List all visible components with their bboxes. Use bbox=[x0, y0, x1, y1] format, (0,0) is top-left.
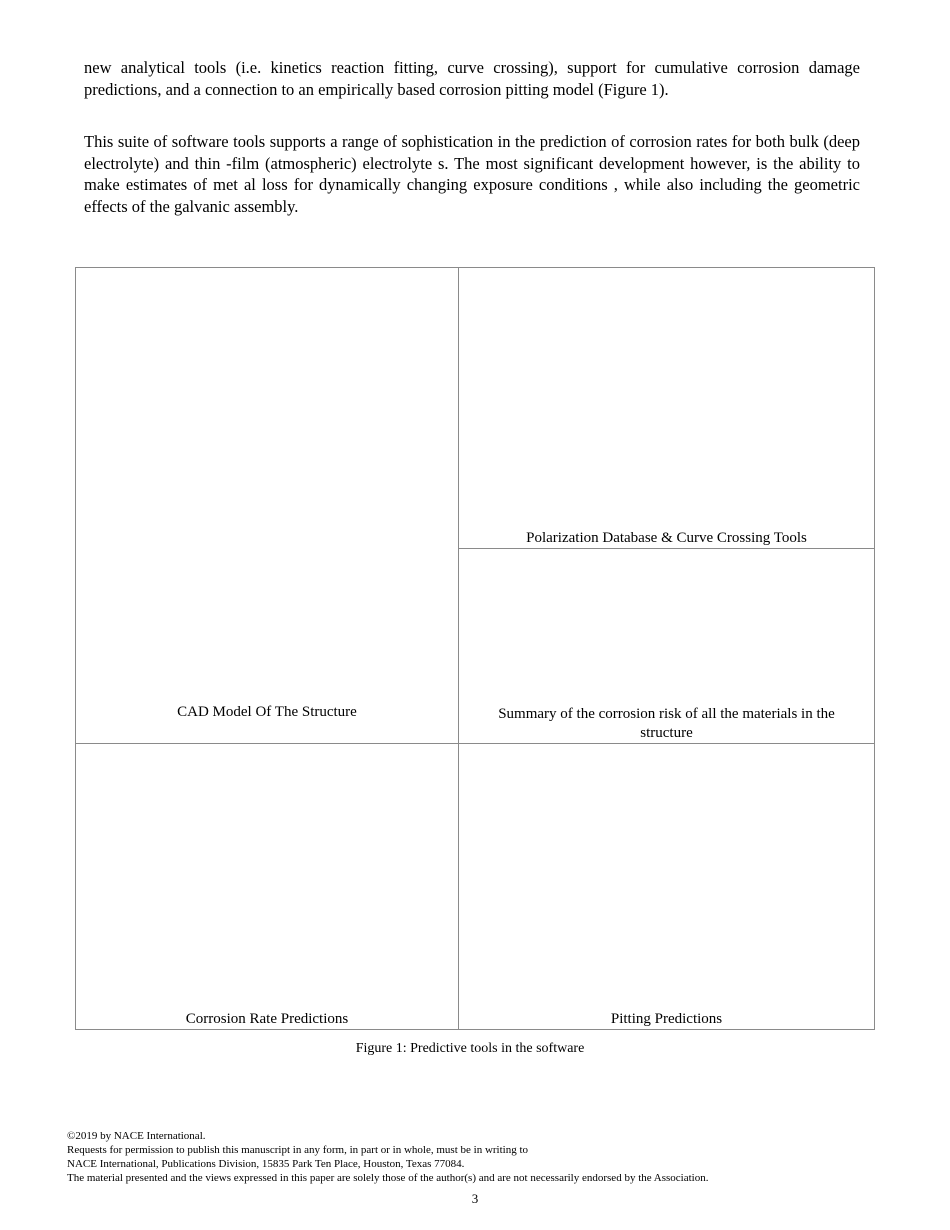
panel-caption-corrosion-rate: Corrosion Rate Predictions bbox=[185, 1011, 349, 1027]
page-number: 3 bbox=[471, 1191, 479, 1206]
figure-caption: Figure 1: Predictive tools in the software bbox=[355, 1041, 585, 1056]
body-paragraph-1: new analytical tools (i.e. kinetics reaction fitting, curve crossing), support for cumulative corrosion damage predictions, and a connection to an empirically based corrosion pitting model (Figure 1). bbox=[84, 58, 860, 99]
body-paragraph-2: This suite of software tools supports a range of sophistication in the prediction of corrosion rates for both bulk (deep electrolyte) and thin -film (atmospheric) electrolyte s. The most significant development however, is the ability to make estimates of met al loss for dynamically changing exposure conditions , while also including the geometric effects of the galvanic assembly. bbox=[84, 132, 860, 216]
figure-panel-cad-model bbox=[75, 267, 459, 744]
page-footer bbox=[67, 1129, 927, 1185]
footer-permission-line-1: Requests for permission to publish this manuscript in any form, in part or in whole, must be in writing to bbox=[67, 1144, 529, 1156]
figure-panel-polarization-database bbox=[458, 267, 875, 549]
panel-caption-polarization-database: Polarization Database & Curve Crossing Tools bbox=[526, 530, 807, 546]
footer-permission-line-2: NACE International, Publications Division, 15835 Park Ten Place, Houston, Texas 77084. bbox=[67, 1158, 465, 1170]
footer-copyright: ©2019 by NACE International. bbox=[67, 1130, 206, 1142]
footer-disclaimer: The material presented and the views expressed in this paper are solely those of the author(s) and are not necessarily endorsed by the Association. bbox=[67, 1172, 709, 1184]
figure-panel-corrosion-rate bbox=[75, 743, 459, 1030]
figure-panel-pitting bbox=[458, 743, 875, 1030]
panel-caption-cad-model: CAD Model Of The Structure bbox=[177, 704, 357, 720]
figure-panel-risk-summary bbox=[458, 548, 875, 744]
panel-caption-risk-summary: Summary of the corrosion risk of all the materials in the structure bbox=[498, 706, 835, 741]
panel-caption-pitting: Pitting Predictions bbox=[610, 1011, 723, 1027]
